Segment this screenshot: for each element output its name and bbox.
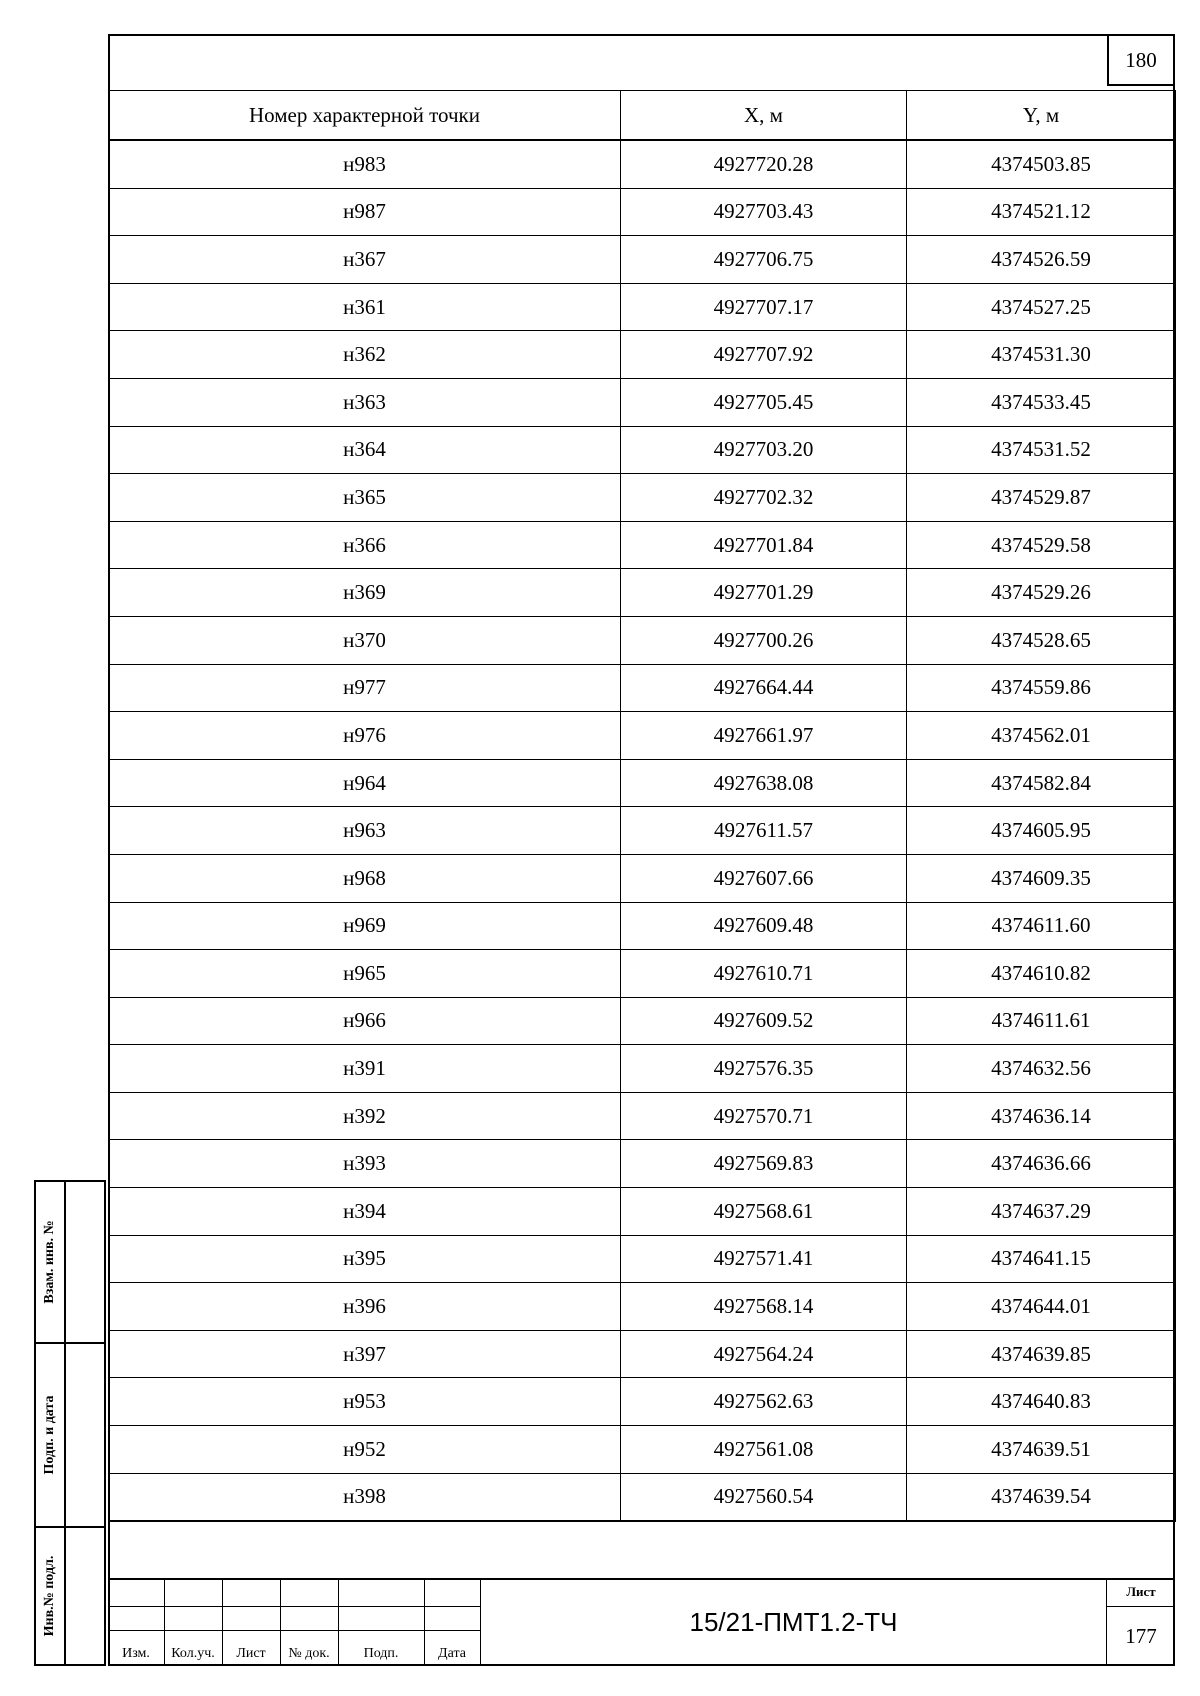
y-cell: 4374610.82 — [907, 950, 1176, 998]
y-cell: 4374637.29 — [907, 1188, 1176, 1236]
y-cell: 4374559.86 — [907, 664, 1176, 712]
point-number-cell: н397 — [109, 1330, 621, 1378]
table-row — [109, 1378, 1176, 1426]
y-cell: 4374528.65 — [907, 616, 1176, 664]
y-cell: 4374503.85 — [907, 140, 1176, 188]
sheet-number: 177 — [1125, 1623, 1157, 1648]
y-cell: 4374562.01 — [907, 712, 1176, 760]
point-number-cell: н366 — [109, 521, 621, 569]
x-cell: 4927702.32 — [621, 474, 907, 522]
y-cell: 4374529.58 — [907, 521, 1176, 569]
table-row — [109, 1426, 1176, 1474]
y-cell: 4374636.14 — [907, 1092, 1176, 1140]
side-stamp — [34, 1180, 106, 1666]
x-cell: 4927570.71 — [621, 1092, 907, 1140]
table-row — [109, 283, 1176, 331]
table-row — [109, 902, 1176, 950]
title-block-grid — [108, 1578, 480, 1666]
y-cell: 4374533.45 — [907, 378, 1176, 426]
coordinates-table — [108, 90, 1176, 1522]
point-number-cell: н364 — [109, 426, 621, 474]
x-cell: 4927705.45 — [621, 378, 907, 426]
table-row — [109, 331, 1176, 379]
table-row — [109, 950, 1176, 998]
x-cell: 4927701.84 — [621, 521, 907, 569]
point-number-cell: н977 — [109, 664, 621, 712]
x-cell: 4927701.29 — [621, 569, 907, 617]
x-cell: 4927664.44 — [621, 664, 907, 712]
point-number-cell: н398 — [109, 1473, 621, 1521]
x-cell: 4927703.20 — [621, 426, 907, 474]
table-row — [109, 1045, 1176, 1093]
y-cell: 4374636.66 — [907, 1140, 1176, 1188]
point-number-cell: н393 — [109, 1140, 621, 1188]
side-cell-vzam — [34, 1180, 106, 1344]
side-cell-podp — [34, 1342, 106, 1528]
point-number-cell: н362 — [109, 331, 621, 379]
document-code: 15/21-ПМТ1.2-ТЧ — [480, 1578, 1107, 1666]
col-izm: Изм. — [122, 1646, 150, 1661]
table-row — [109, 759, 1176, 807]
side-label-podp-data: Подп. и дата — [42, 1395, 57, 1475]
x-cell: 4927661.97 — [621, 712, 907, 760]
page-number: 180 — [1107, 34, 1175, 86]
point-number-cell: н968 — [109, 854, 621, 902]
x-cell: 4927609.52 — [621, 997, 907, 1045]
col-kol-uch: Кол.уч. — [171, 1646, 215, 1661]
table-row — [109, 378, 1176, 426]
table-row — [109, 1188, 1176, 1236]
y-cell: 4374582.84 — [907, 759, 1176, 807]
x-cell: 4927569.83 — [621, 1140, 907, 1188]
table-row — [109, 1473, 1176, 1521]
table-row — [109, 1140, 1176, 1188]
x-cell: 4927568.61 — [621, 1188, 907, 1236]
point-number-cell: н363 — [109, 378, 621, 426]
table-row — [109, 426, 1176, 474]
table-header-row — [109, 91, 1176, 141]
y-cell: 4374526.59 — [907, 236, 1176, 284]
y-cell: 4374529.26 — [907, 569, 1176, 617]
side-label-vzam-inv: Взам. инв. № — [42, 1220, 57, 1304]
point-number-cell: н966 — [109, 997, 621, 1045]
y-cell: 4374521.12 — [907, 188, 1176, 236]
x-cell: 4927720.28 — [621, 140, 907, 188]
y-cell: 4374639.54 — [907, 1473, 1176, 1521]
table-row — [109, 236, 1176, 284]
y-cell: 4374639.51 — [907, 1426, 1176, 1474]
y-cell: 4374611.60 — [907, 902, 1176, 950]
table-row — [109, 569, 1176, 617]
col-list: Лист — [236, 1646, 266, 1661]
point-number-cell: н964 — [109, 759, 621, 807]
side-label-inv-podl: Инв.№ подл. — [42, 1555, 57, 1637]
point-number-cell: н987 — [109, 188, 621, 236]
col-data: Дата — [438, 1646, 466, 1661]
table-row — [109, 616, 1176, 664]
y-cell: 4374641.15 — [907, 1235, 1176, 1283]
y-cell: 4374640.83 — [907, 1378, 1176, 1426]
table-row — [109, 188, 1176, 236]
table-row — [109, 1235, 1176, 1283]
side-cell-inv-podl — [34, 1526, 106, 1666]
point-number-cell: н394 — [109, 1188, 621, 1236]
y-cell: 4374644.01 — [907, 1283, 1176, 1331]
table-row — [109, 712, 1176, 760]
x-cell: 4927562.63 — [621, 1378, 907, 1426]
x-cell: 4927638.08 — [621, 759, 907, 807]
point-number-cell: н392 — [109, 1092, 621, 1140]
point-number-cell: н361 — [109, 283, 621, 331]
point-number-cell: н370 — [109, 616, 621, 664]
point-number-cell: н367 — [109, 236, 621, 284]
point-number-cell: н952 — [109, 1426, 621, 1474]
x-cell: 4927568.14 — [621, 1283, 907, 1331]
point-number-cell: н953 — [109, 1378, 621, 1426]
table-row — [109, 997, 1176, 1045]
table-row — [109, 1283, 1176, 1331]
y-cell: 4374611.61 — [907, 997, 1176, 1045]
table-row — [109, 140, 1176, 188]
point-number-cell: н396 — [109, 1283, 621, 1331]
point-number-cell: н963 — [109, 807, 621, 855]
x-cell: 4927707.92 — [621, 331, 907, 379]
table-row — [109, 474, 1176, 522]
x-cell: 4927703.43 — [621, 188, 907, 236]
header-point-number: Номер характерной точки — [109, 91, 621, 141]
table-body — [109, 140, 1176, 1521]
x-cell: 4927607.66 — [621, 854, 907, 902]
sheet-label: Лист — [1107, 1578, 1175, 1607]
x-cell: 4927700.26 — [621, 616, 907, 664]
page-frame — [108, 34, 1175, 1666]
table-row — [109, 807, 1176, 855]
x-cell: 4927564.24 — [621, 1330, 907, 1378]
table-row — [109, 664, 1176, 712]
x-cell: 4927609.48 — [621, 902, 907, 950]
table-row — [109, 1330, 1176, 1378]
y-cell: 4374605.95 — [907, 807, 1176, 855]
x-cell: 4927571.41 — [621, 1235, 907, 1283]
y-cell: 4374639.85 — [907, 1330, 1176, 1378]
table-row — [109, 854, 1176, 902]
header-x: X, м — [621, 91, 907, 141]
title-block — [108, 1578, 1175, 1666]
y-cell: 4374529.87 — [907, 474, 1176, 522]
y-cell: 4374531.52 — [907, 426, 1176, 474]
x-cell: 4927610.71 — [621, 950, 907, 998]
x-cell: 4927576.35 — [621, 1045, 907, 1093]
point-number-cell: н965 — [109, 950, 621, 998]
x-cell: 4927611.57 — [621, 807, 907, 855]
point-number-cell: н391 — [109, 1045, 621, 1093]
y-cell: 4374609.35 — [907, 854, 1176, 902]
point-number-cell: н983 — [109, 140, 621, 188]
point-number-cell: н365 — [109, 474, 621, 522]
point-number-cell: н369 — [109, 569, 621, 617]
x-cell: 4927560.54 — [621, 1473, 907, 1521]
y-cell: 4374531.30 — [907, 331, 1176, 379]
header-y: Y, м — [907, 91, 1176, 141]
x-cell: 4927707.17 — [621, 283, 907, 331]
table-row — [109, 1092, 1176, 1140]
y-cell: 4374632.56 — [907, 1045, 1176, 1093]
point-number-cell: н969 — [109, 902, 621, 950]
point-number-cell: н976 — [109, 712, 621, 760]
col-podp: Подп. — [363, 1646, 399, 1661]
table-row — [109, 521, 1176, 569]
x-cell: 4927706.75 — [621, 236, 907, 284]
point-number-cell: н395 — [109, 1235, 621, 1283]
col-doc-no: № док. — [288, 1646, 330, 1661]
x-cell: 4927561.08 — [621, 1426, 907, 1474]
sheet-box — [1107, 1578, 1175, 1666]
y-cell: 4374527.25 — [907, 283, 1176, 331]
